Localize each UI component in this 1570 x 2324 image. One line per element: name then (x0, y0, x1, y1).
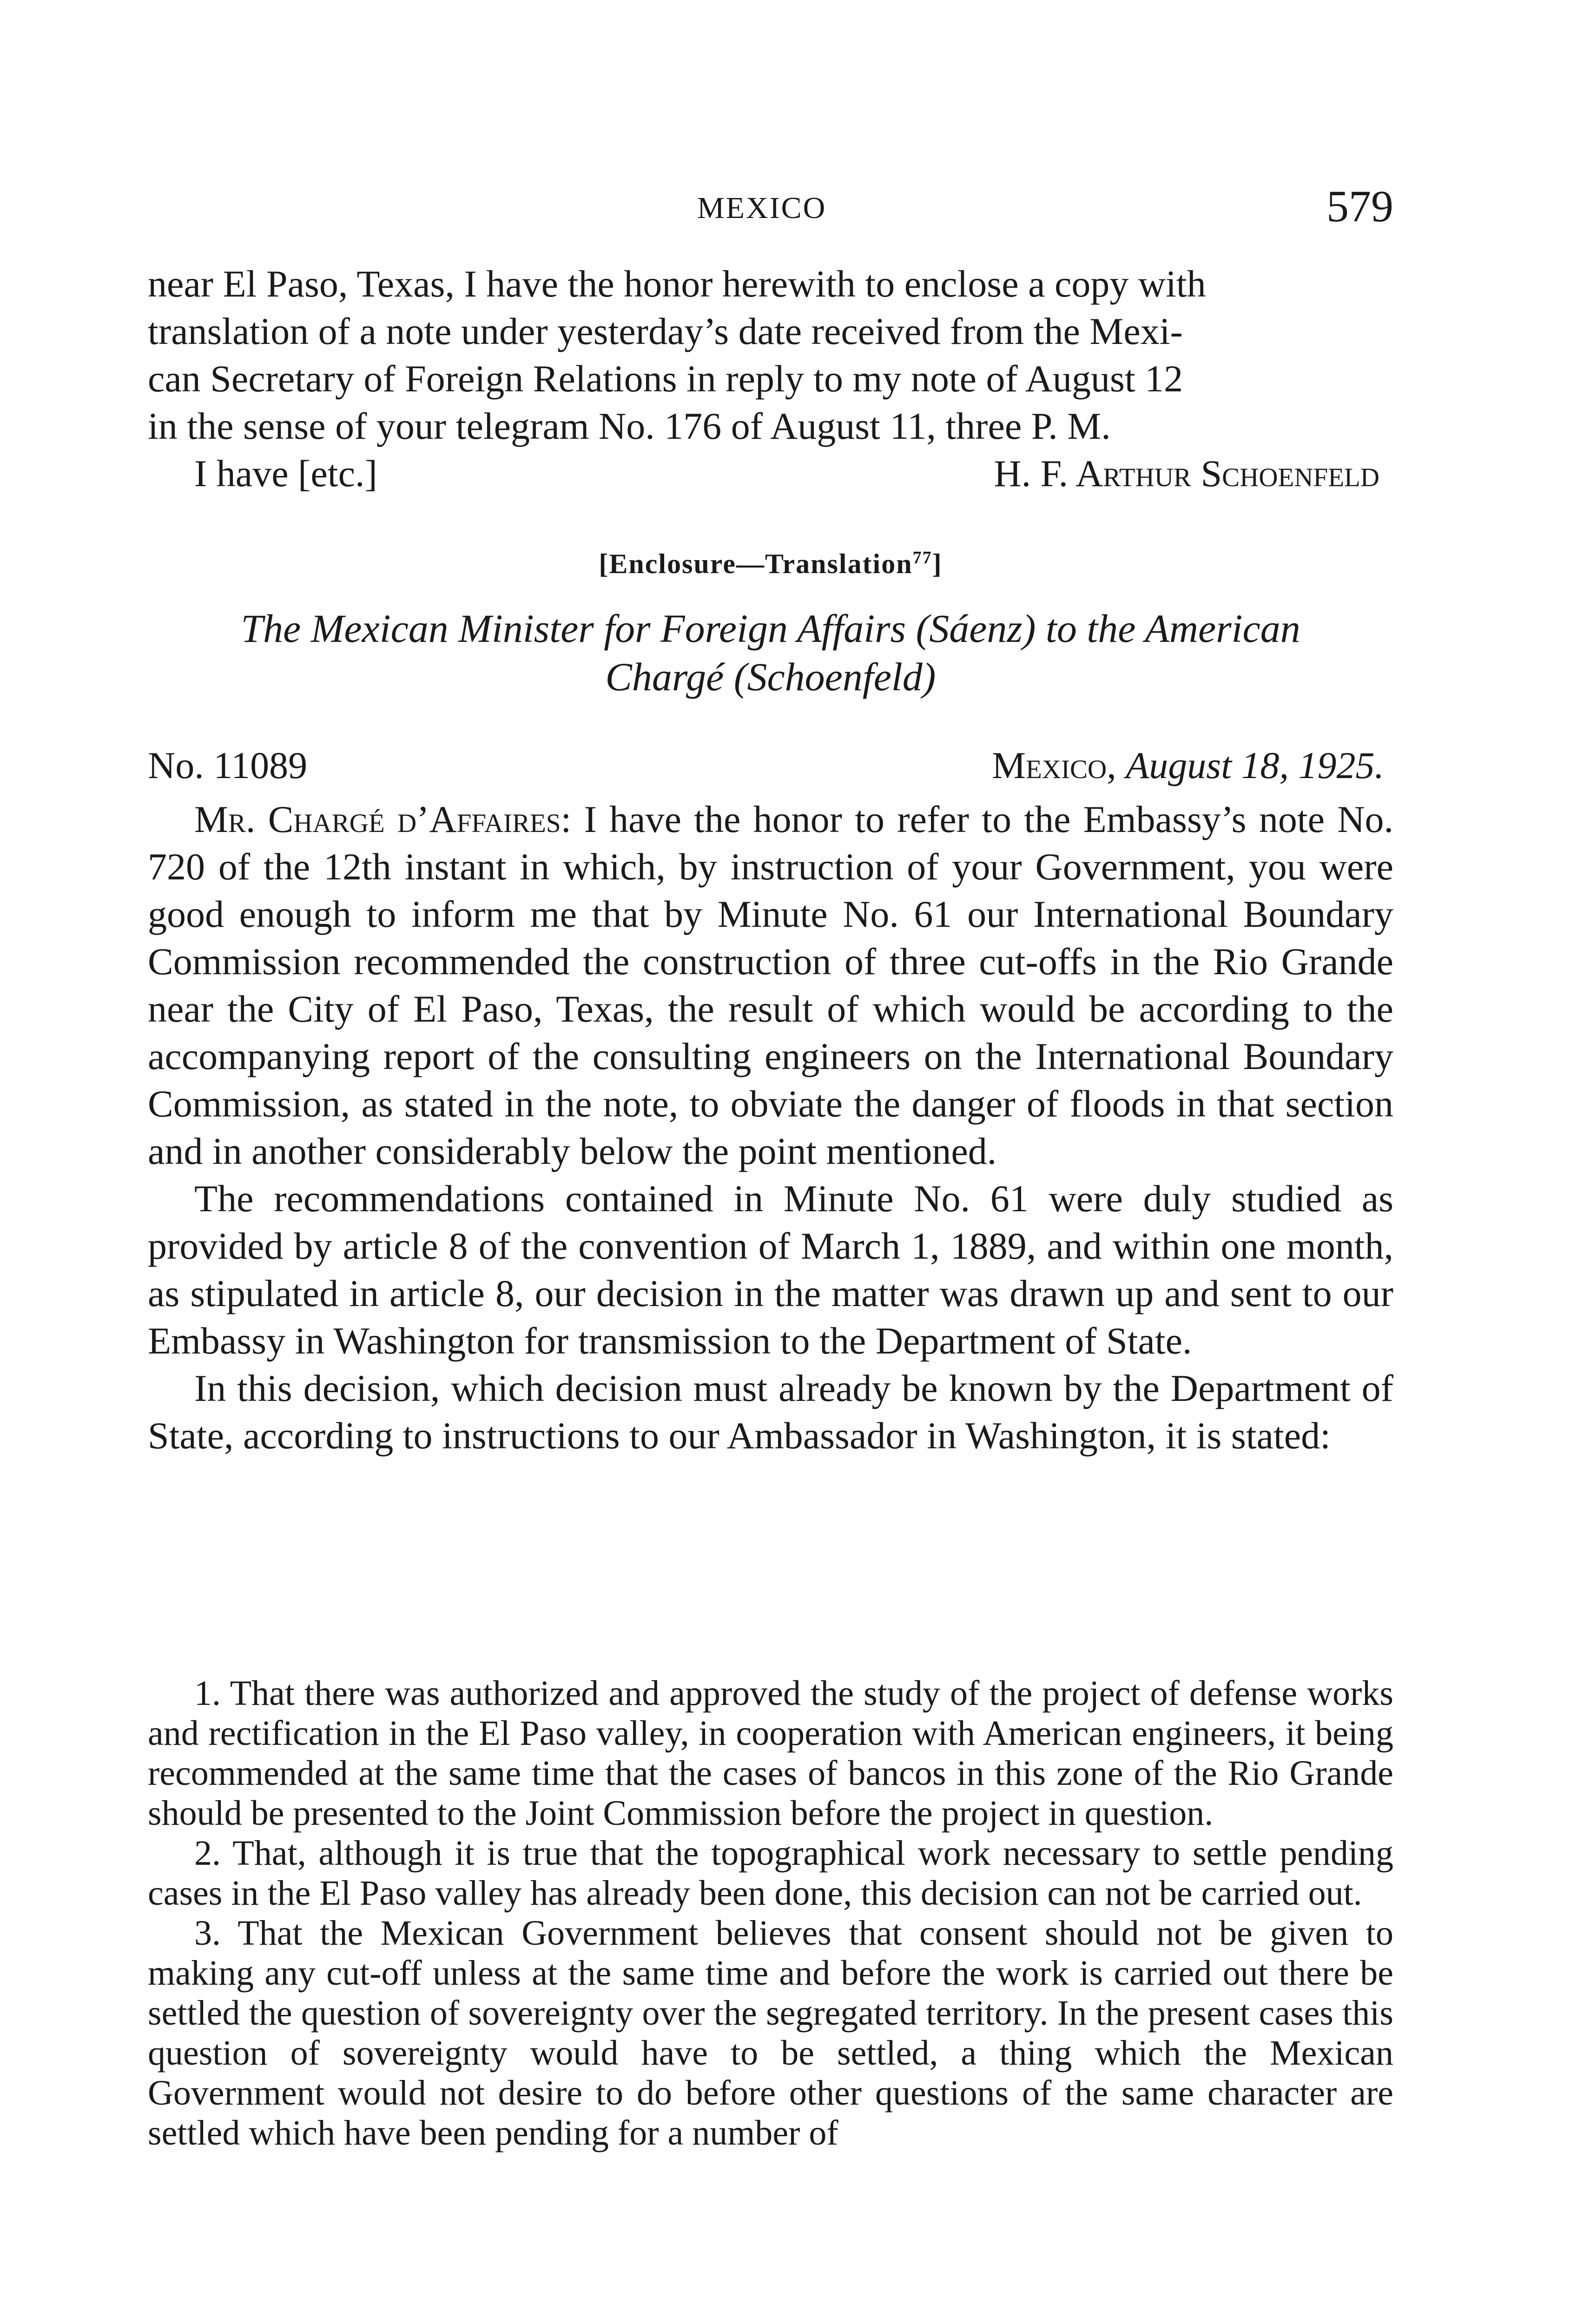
title-line: Chargé (Schoenfeld) (605, 654, 936, 699)
opening-line: near El Paso, Texas, I have the honor herewith to enclose a copy with (148, 263, 1206, 305)
enclosure-close: ] (932, 548, 943, 579)
closing-formula: I have [etc.] (194, 452, 377, 495)
numbered-points (148, 1673, 1393, 2153)
signature: H. F. Arthur Schoenfeld (994, 452, 1379, 495)
enclosure-heading (148, 548, 1393, 580)
document-body (148, 796, 1393, 1459)
paragraph: The recommendations contained in Minute No. 61 were duly studied as provided by article 8 of the convention of March 1, 1889, and within one month, as stipulated in article 8, our decision in the matter was drawn up and sent to our Embassy in Washington for transmission to the Department of State. (148, 1177, 1393, 1362)
opening-line: can Secretary of Foreign Relations in reply to my note of August 12 (148, 357, 1183, 400)
numbered-point: 1. That there was authorized and approved the study of the project of defense works and rectification in the El Paso valley, in cooperation with American engineers, it being recommended at the same time that the cases of bancos in this zone of the Rio Grande should be presented to the Joint Commission before the project in question. (148, 1674, 1393, 1833)
paragraph: In this decision, which decision must already be known by the Department of State, according to instructions to our Ambassador in Washington, it is stated: (148, 1367, 1393, 1457)
document-title (148, 604, 1393, 701)
title-line: The Mexican Minister for Foreign Affairs (Sáenz) to the American (241, 606, 1300, 651)
running-header: MEXICO (697, 191, 827, 225)
enclosure-label: [Enclosure—Translation (599, 548, 913, 579)
opening-text (148, 260, 1393, 497)
footnote-marker: 77 (912, 548, 932, 568)
salutation: Mr. Chargé d’Affaires: (194, 798, 572, 840)
opening-line: in the sense of your telegram No. 176 of August 11, three P. M. (148, 405, 1111, 447)
opening-line: translation of a note under yesterday’s date received from the Mexi- (148, 310, 1183, 352)
document-number: No. 11089 (148, 744, 308, 786)
numbered-point: 2. That, although it is true that the topographical work necessary to settle pending cases in the El Paso valley has already been done, this decision can not be carried out. (148, 1834, 1393, 1913)
dateline (148, 742, 1393, 789)
page-number: 579 (1326, 181, 1393, 231)
place: Mexico, (992, 744, 1116, 786)
paragraph: Mr. Chargé d’Affaires: I have the honor to refer to the Embassy’s note No. 720 of the 12th instant in which, by instruction of your Government, you were good enough to inform me that by Minute No. 61 our International Boundary Commission recommended the construction of three cut-offs in the Rio Grande near the City of El Paso, Texas, the result of which would be according to the accompanying report of the consulting engineers on the International Boundary Commission, as stated in the note, to obviate the danger of floods in that section and in another considerably below the point mentioned. (148, 798, 1393, 1172)
numbered-point: 3. That the Mexican Government believes that consent should not be given to making any cut-off unless at the same time and before the work is carried out there be settled the question of sovereignty over the segregated territory. In the present cases this question of sovereignty would have to be settled, a thing which the Mexican Government would not desire to do before other questions of the same character are settled which have been pending for a number of (148, 1914, 1393, 2152)
date: August 18, 1925. (1126, 744, 1384, 786)
